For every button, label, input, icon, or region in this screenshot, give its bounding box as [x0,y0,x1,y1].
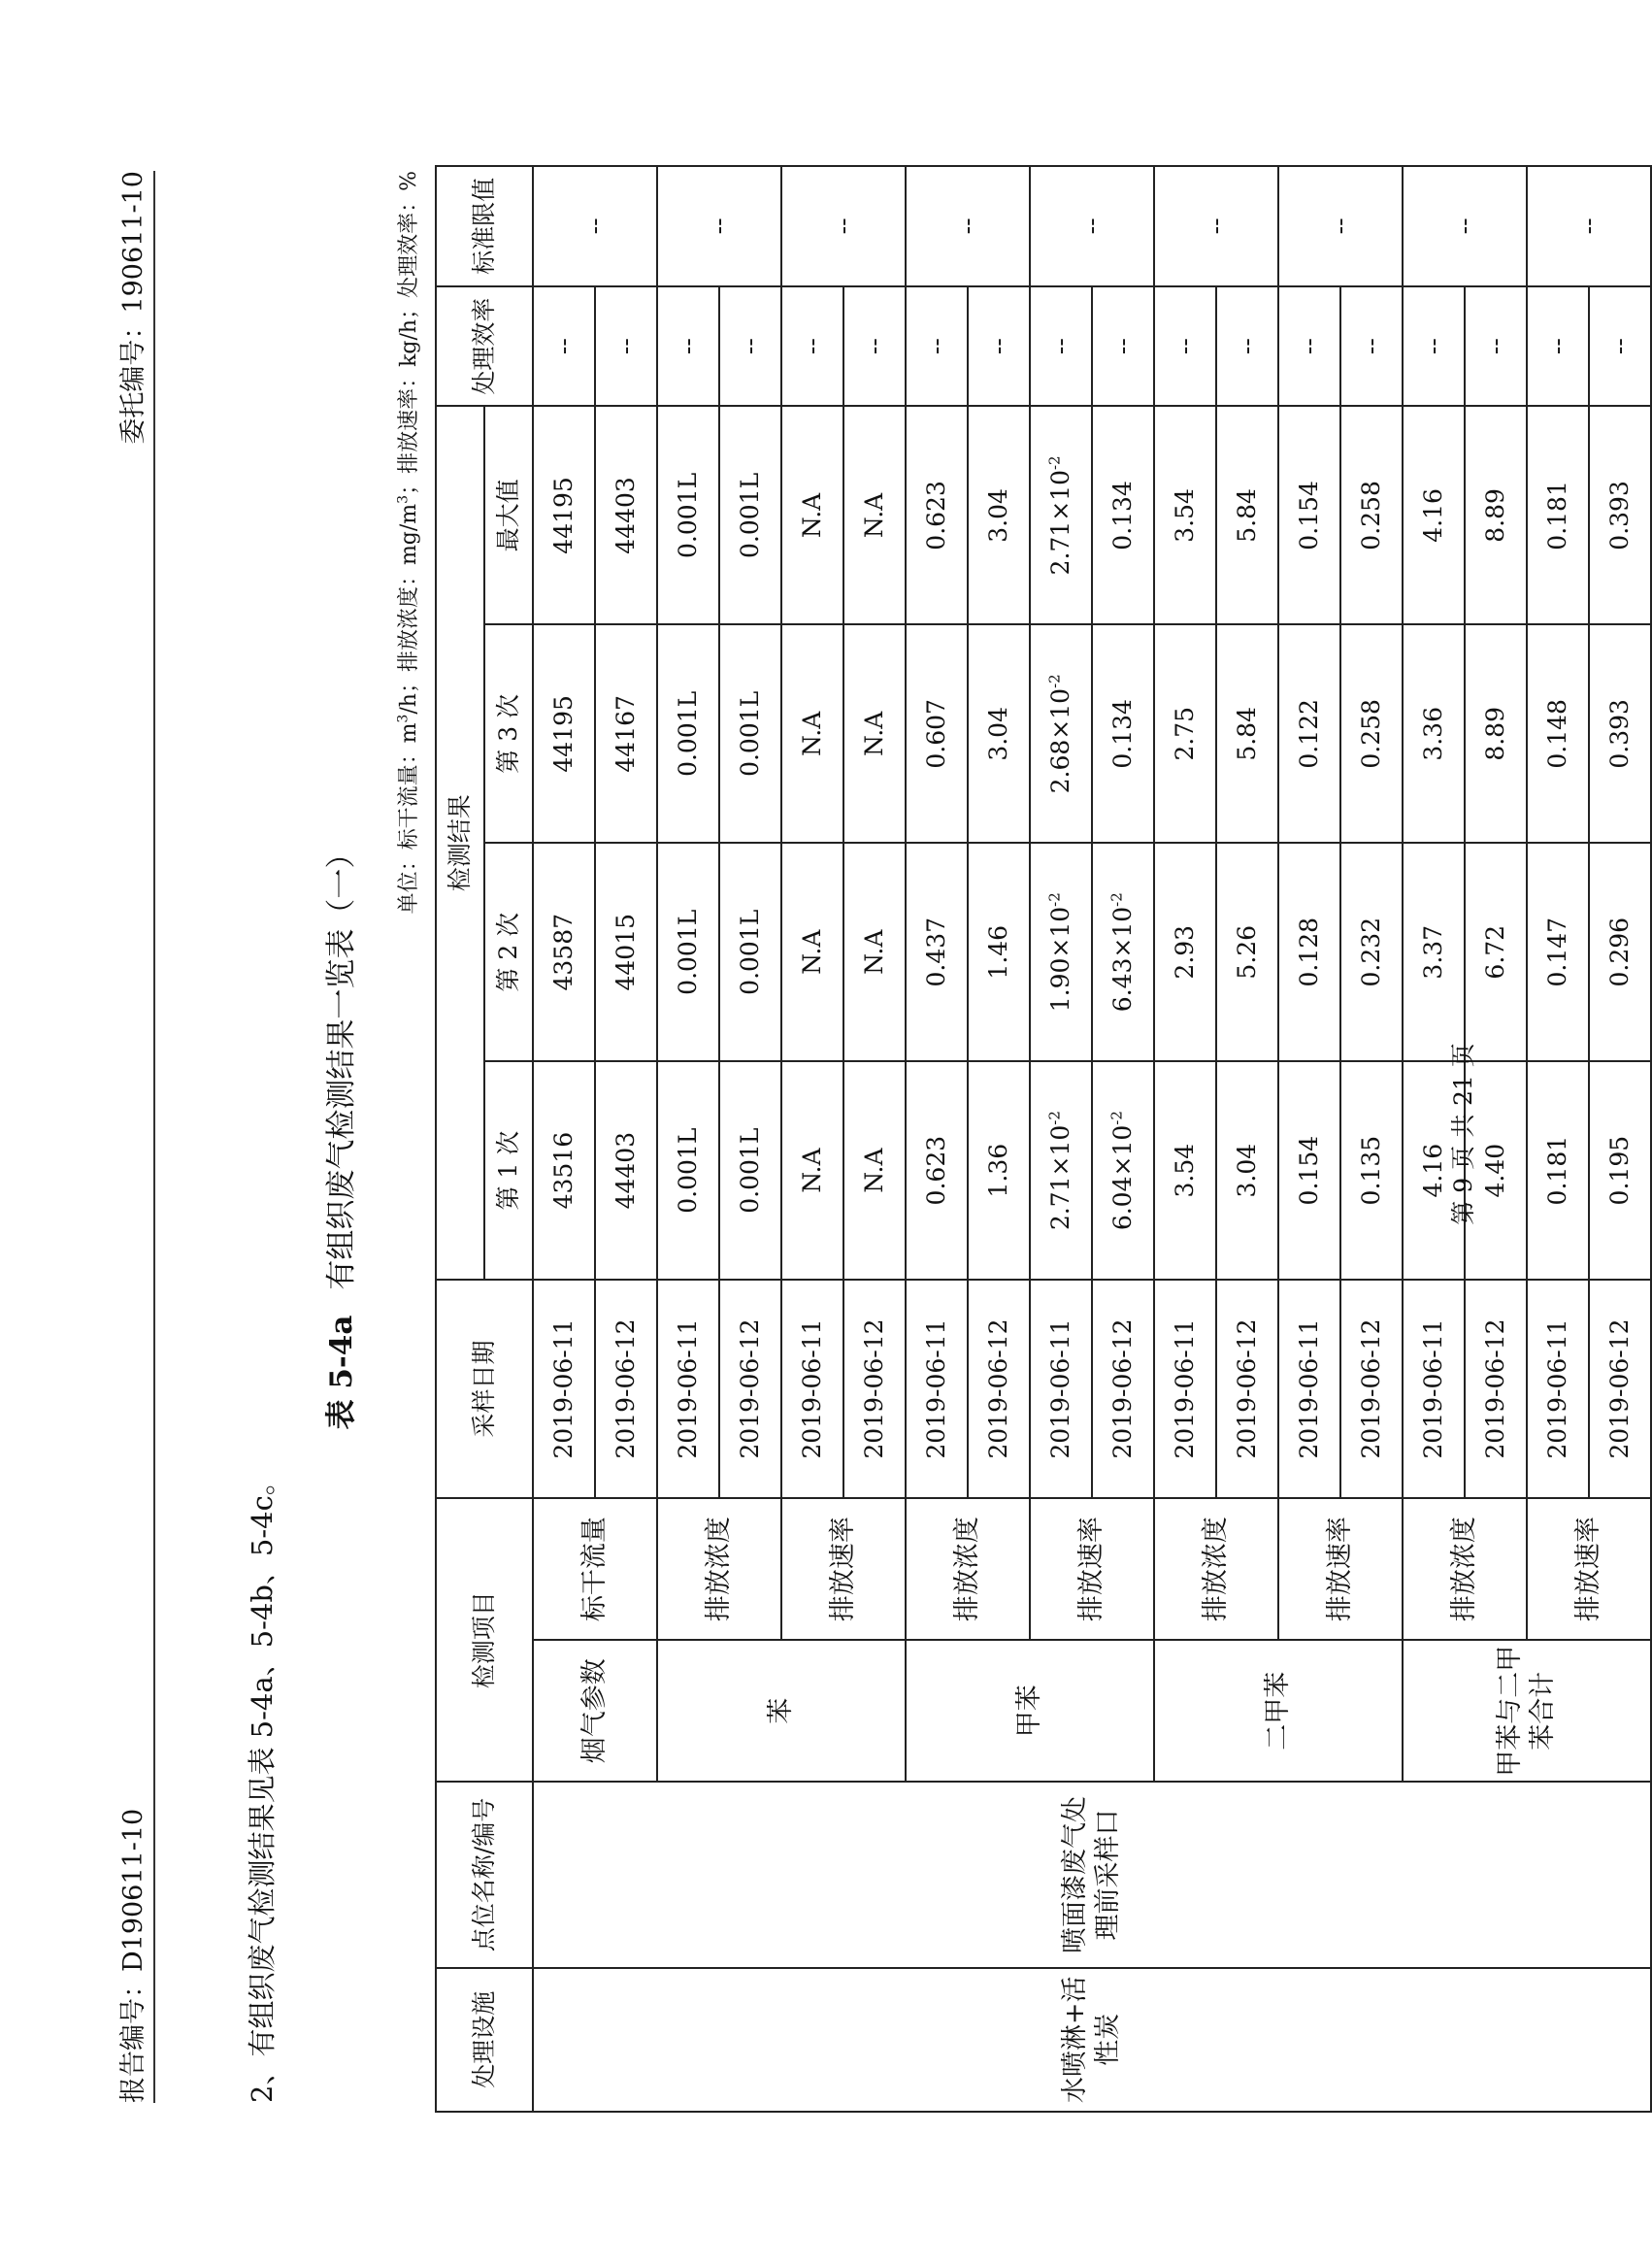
value-cell: 2.75 [1154,624,1216,843]
date-cell: 2019-06-11 [1154,1280,1216,1498]
value-cell: 0.181 [1527,1061,1589,1280]
item-cell: 甲苯 [906,1640,1154,1782]
header-efficiency: 处理效率 [436,286,533,407]
header-run3: 第 3 次 [484,624,533,843]
value-cell [1030,624,1092,843]
date-cell: 2019-06-11 [1403,1280,1465,1498]
value-cell: 0.135 [1340,1061,1403,1280]
value-cell: 0.001L [719,624,781,843]
max-cell: N.A [781,406,843,624]
date-cell: 2019-06-11 [781,1280,843,1498]
value-exponent: -2 [1046,1111,1065,1125]
date-cell: 2019-06-12 [1340,1280,1403,1498]
value-exponent: -2 [1046,892,1065,907]
header-max: 最大值 [484,406,533,624]
units-prefix: 单位：标干流量：m [397,722,421,915]
date-cell: 2019-06-11 [906,1280,968,1498]
max-cell: 3.54 [1154,406,1216,624]
efficiency-cell: -- [1030,286,1092,407]
limit-cell: -- [906,166,1030,286]
date-cell: 2019-06-12 [843,1280,906,1498]
max-cell: 8.89 [1465,406,1527,624]
max-cell: N.A [843,406,906,624]
value-cell: 0.195 [1589,1061,1651,1280]
value-cell: 44403 [595,1061,657,1280]
value-cell: 3.04 [1216,1061,1278,1280]
value-cell: 0.258 [1340,624,1403,843]
value-mantissa: 2.71×10 [1046,1124,1075,1231]
efficiency-cell: -- [1589,286,1651,407]
value-cell: N.A [781,1061,843,1280]
units-mid: /h；排放浓度：mg/m [397,503,421,715]
param-cell: 排放速率 [781,1498,906,1640]
max-cell: 0.001L [657,406,719,624]
item-cell: 二甲苯 [1154,1640,1403,1782]
value-cell: 0.232 [1340,843,1403,1061]
date-cell: 2019-06-12 [1589,1280,1651,1498]
value-cell: 44015 [595,843,657,1061]
efficiency-cell: -- [1154,286,1216,407]
header-run2: 第 2 次 [484,843,533,1061]
value-mantissa: 1.90×10 [1046,906,1075,1013]
param-cell: 排放速率 [1278,1498,1403,1640]
value-cell: 3.37 [1403,843,1465,1061]
limit-cell: -- [1030,166,1154,286]
efficiency-cell: -- [1527,286,1589,407]
max-cell: 4.16 [1403,406,1465,624]
value-cell: N.A [781,843,843,1061]
max-cell: 3.04 [968,406,1030,624]
value-cell: 3.54 [1154,1061,1216,1280]
value-cell: 2.93 [1154,843,1216,1061]
date-cell: 2019-06-11 [1527,1280,1589,1498]
max-cell: 0.393 [1589,406,1651,624]
value-cell: N.A [843,1061,906,1280]
value-cell: 0.001L [657,624,719,843]
efficiency-cell: -- [595,286,657,407]
location-cell: 喷面漆废气处理前采样口 [533,1782,1651,1967]
item-cell: 烟气参数 [533,1640,657,1782]
value-cell: 44195 [533,624,595,843]
units-suffix: ；排放速率：kg/h；处理效率：% [397,171,421,495]
param-cell: 排放浓度 [1403,1498,1527,1640]
limit-cell: -- [1403,166,1527,286]
date-cell: 2019-06-11 [1030,1280,1092,1498]
efficiency-cell: -- [843,286,906,407]
value-cell: 0.296 [1589,843,1651,1061]
value-cell [1092,1061,1154,1280]
value-exponent: -2 [1108,1111,1127,1125]
date-cell: 2019-06-12 [968,1280,1030,1498]
item-cell: 苯 [657,1640,906,1782]
units-flow-sup: 3 [395,714,412,723]
value-mantissa: 2.71×10 [1046,470,1075,576]
date-cell: 2019-06-12 [1092,1280,1154,1498]
max-cell: 0.181 [1527,406,1589,624]
efficiency-cell: -- [1465,286,1527,407]
value-cell: 0.607 [906,624,968,843]
value-cell: 1.36 [968,1061,1030,1280]
date-cell: 2019-06-11 [533,1280,595,1498]
param-cell: 标干流量 [533,1498,657,1640]
limit-cell: -- [1154,166,1278,286]
table-title: 有组织废气检测结果一览表（一） [324,838,359,1290]
efficiency-cell: -- [533,286,595,407]
value-cell: 5.84 [1216,624,1278,843]
param-cell: 排放浓度 [1154,1498,1278,1640]
header-date: 采样日期 [436,1280,533,1498]
efficiency-cell: -- [1092,286,1154,407]
table-row [533,166,595,2112]
value-cell [1092,843,1154,1061]
limit-cell: -- [1278,166,1403,286]
header-facility: 处理设施 [436,1968,533,2112]
date-cell: 2019-06-12 [1216,1280,1278,1498]
value-cell: N.A [781,624,843,843]
efficiency-cell: -- [719,286,781,407]
header-limit: 标准限值 [436,166,533,286]
max-cell: 5.84 [1216,406,1278,624]
value-mantissa: 6.04×10 [1108,1124,1138,1231]
value-cell: 6.72 [1465,843,1527,1061]
value-cell: 0.134 [1092,624,1154,843]
value-cell: 0.001L [657,1061,719,1280]
efficiency-cell: -- [1216,286,1278,407]
intro-text: 2、有组织废气检测结果见表 5-4a、5-4b、5-4c。 [246,1467,279,2103]
max-cell: 0.623 [906,406,968,624]
max-cell: 0.134 [1092,406,1154,624]
value-cell: 0.393 [1589,624,1651,843]
value-cell: 0.148 [1527,624,1589,843]
value-exponent: -2 [1046,674,1065,688]
efficiency-cell: -- [906,286,968,407]
value-cell: 0.154 [1278,1061,1340,1280]
value-cell [1030,1061,1092,1280]
units-conc-sup: 3 [395,494,412,504]
report-number: 报告编号：D190611-10 [118,1808,149,2103]
efficiency-cell: -- [1340,286,1403,407]
header-rule [153,171,155,2103]
value-cell [1030,843,1092,1061]
header-location: 点位名称/编号 [436,1782,533,1967]
value-cell: 4.40 [1465,1061,1527,1280]
item-cell: 甲苯与二甲苯合计 [1403,1640,1651,1782]
param-cell: 排放浓度 [906,1498,1030,1640]
commission-number: 委托编号：190611-10 [118,171,149,445]
value-cell: 5.26 [1216,843,1278,1061]
value-cell: 4.16 [1403,1061,1465,1280]
header-run1: 第 1 次 [484,1061,533,1280]
value-cell: 3.36 [1403,624,1465,843]
param-cell: 排放速率 [1527,1498,1651,1640]
value-exponent: -2 [1108,892,1127,907]
value-cell: 0.147 [1527,843,1589,1061]
table-caption [316,0,360,2268]
efficiency-cell: -- [1278,286,1340,407]
value-cell: 43516 [533,1061,595,1280]
date-cell: 2019-06-11 [1278,1280,1340,1498]
max-cell: 0.258 [1340,406,1403,624]
limit-cell: -- [781,166,906,286]
value-exponent: -2 [1046,455,1065,471]
value-cell: 0.623 [906,1061,968,1280]
max-cell: 0.154 [1278,406,1340,624]
date-cell: 2019-06-12 [1465,1280,1527,1498]
date-cell: 2019-06-11 [657,1280,719,1498]
value-cell: N.A [843,624,906,843]
value-mantissa: 6.43×10 [1108,906,1138,1013]
value-cell: 0.001L [657,843,719,1061]
header-item: 检测项目 [436,1498,533,1782]
efficiency-cell: -- [657,286,719,407]
value-cell: 0.122 [1278,624,1340,843]
value-cell: 43587 [533,843,595,1061]
limit-cell: -- [657,166,781,286]
date-cell: 2019-06-12 [595,1280,657,1498]
max-cell: 44195 [533,406,595,624]
max-cell: 0.001L [719,406,781,624]
value-cell: 3.04 [968,624,1030,843]
value-cell: 0.001L [719,843,781,1061]
value-cell: 0.437 [906,843,968,1061]
value-cell: 8.89 [1465,624,1527,843]
table-number: 表 5-4a [324,1315,359,1430]
limit-cell: -- [1527,166,1651,286]
value-cell: 0.001L [719,1061,781,1280]
header-results: 检测结果 [436,406,484,1280]
value-cell: 0.128 [1278,843,1340,1061]
value-cell: 44167 [595,624,657,843]
efficiency-cell: -- [1403,286,1465,407]
units-note [392,171,422,914]
param-cell: 排放速率 [1030,1498,1154,1640]
value-cell: 1.46 [968,843,1030,1061]
date-cell: 2019-06-12 [719,1280,781,1498]
page-footer: 第 9 页 共 21 页 [1449,1043,1477,1225]
facility-cell: 水喷淋+活性炭 [533,1968,1651,2112]
efficiency-cell: -- [968,286,1030,407]
max-cell [1030,406,1092,624]
value-cell: N.A [843,843,906,1061]
param-cell: 排放浓度 [657,1498,781,1640]
limit-cell: -- [533,166,657,286]
value-mantissa: 2.68×10 [1046,687,1075,794]
max-cell: 44403 [595,406,657,624]
efficiency-cell: -- [781,286,843,407]
